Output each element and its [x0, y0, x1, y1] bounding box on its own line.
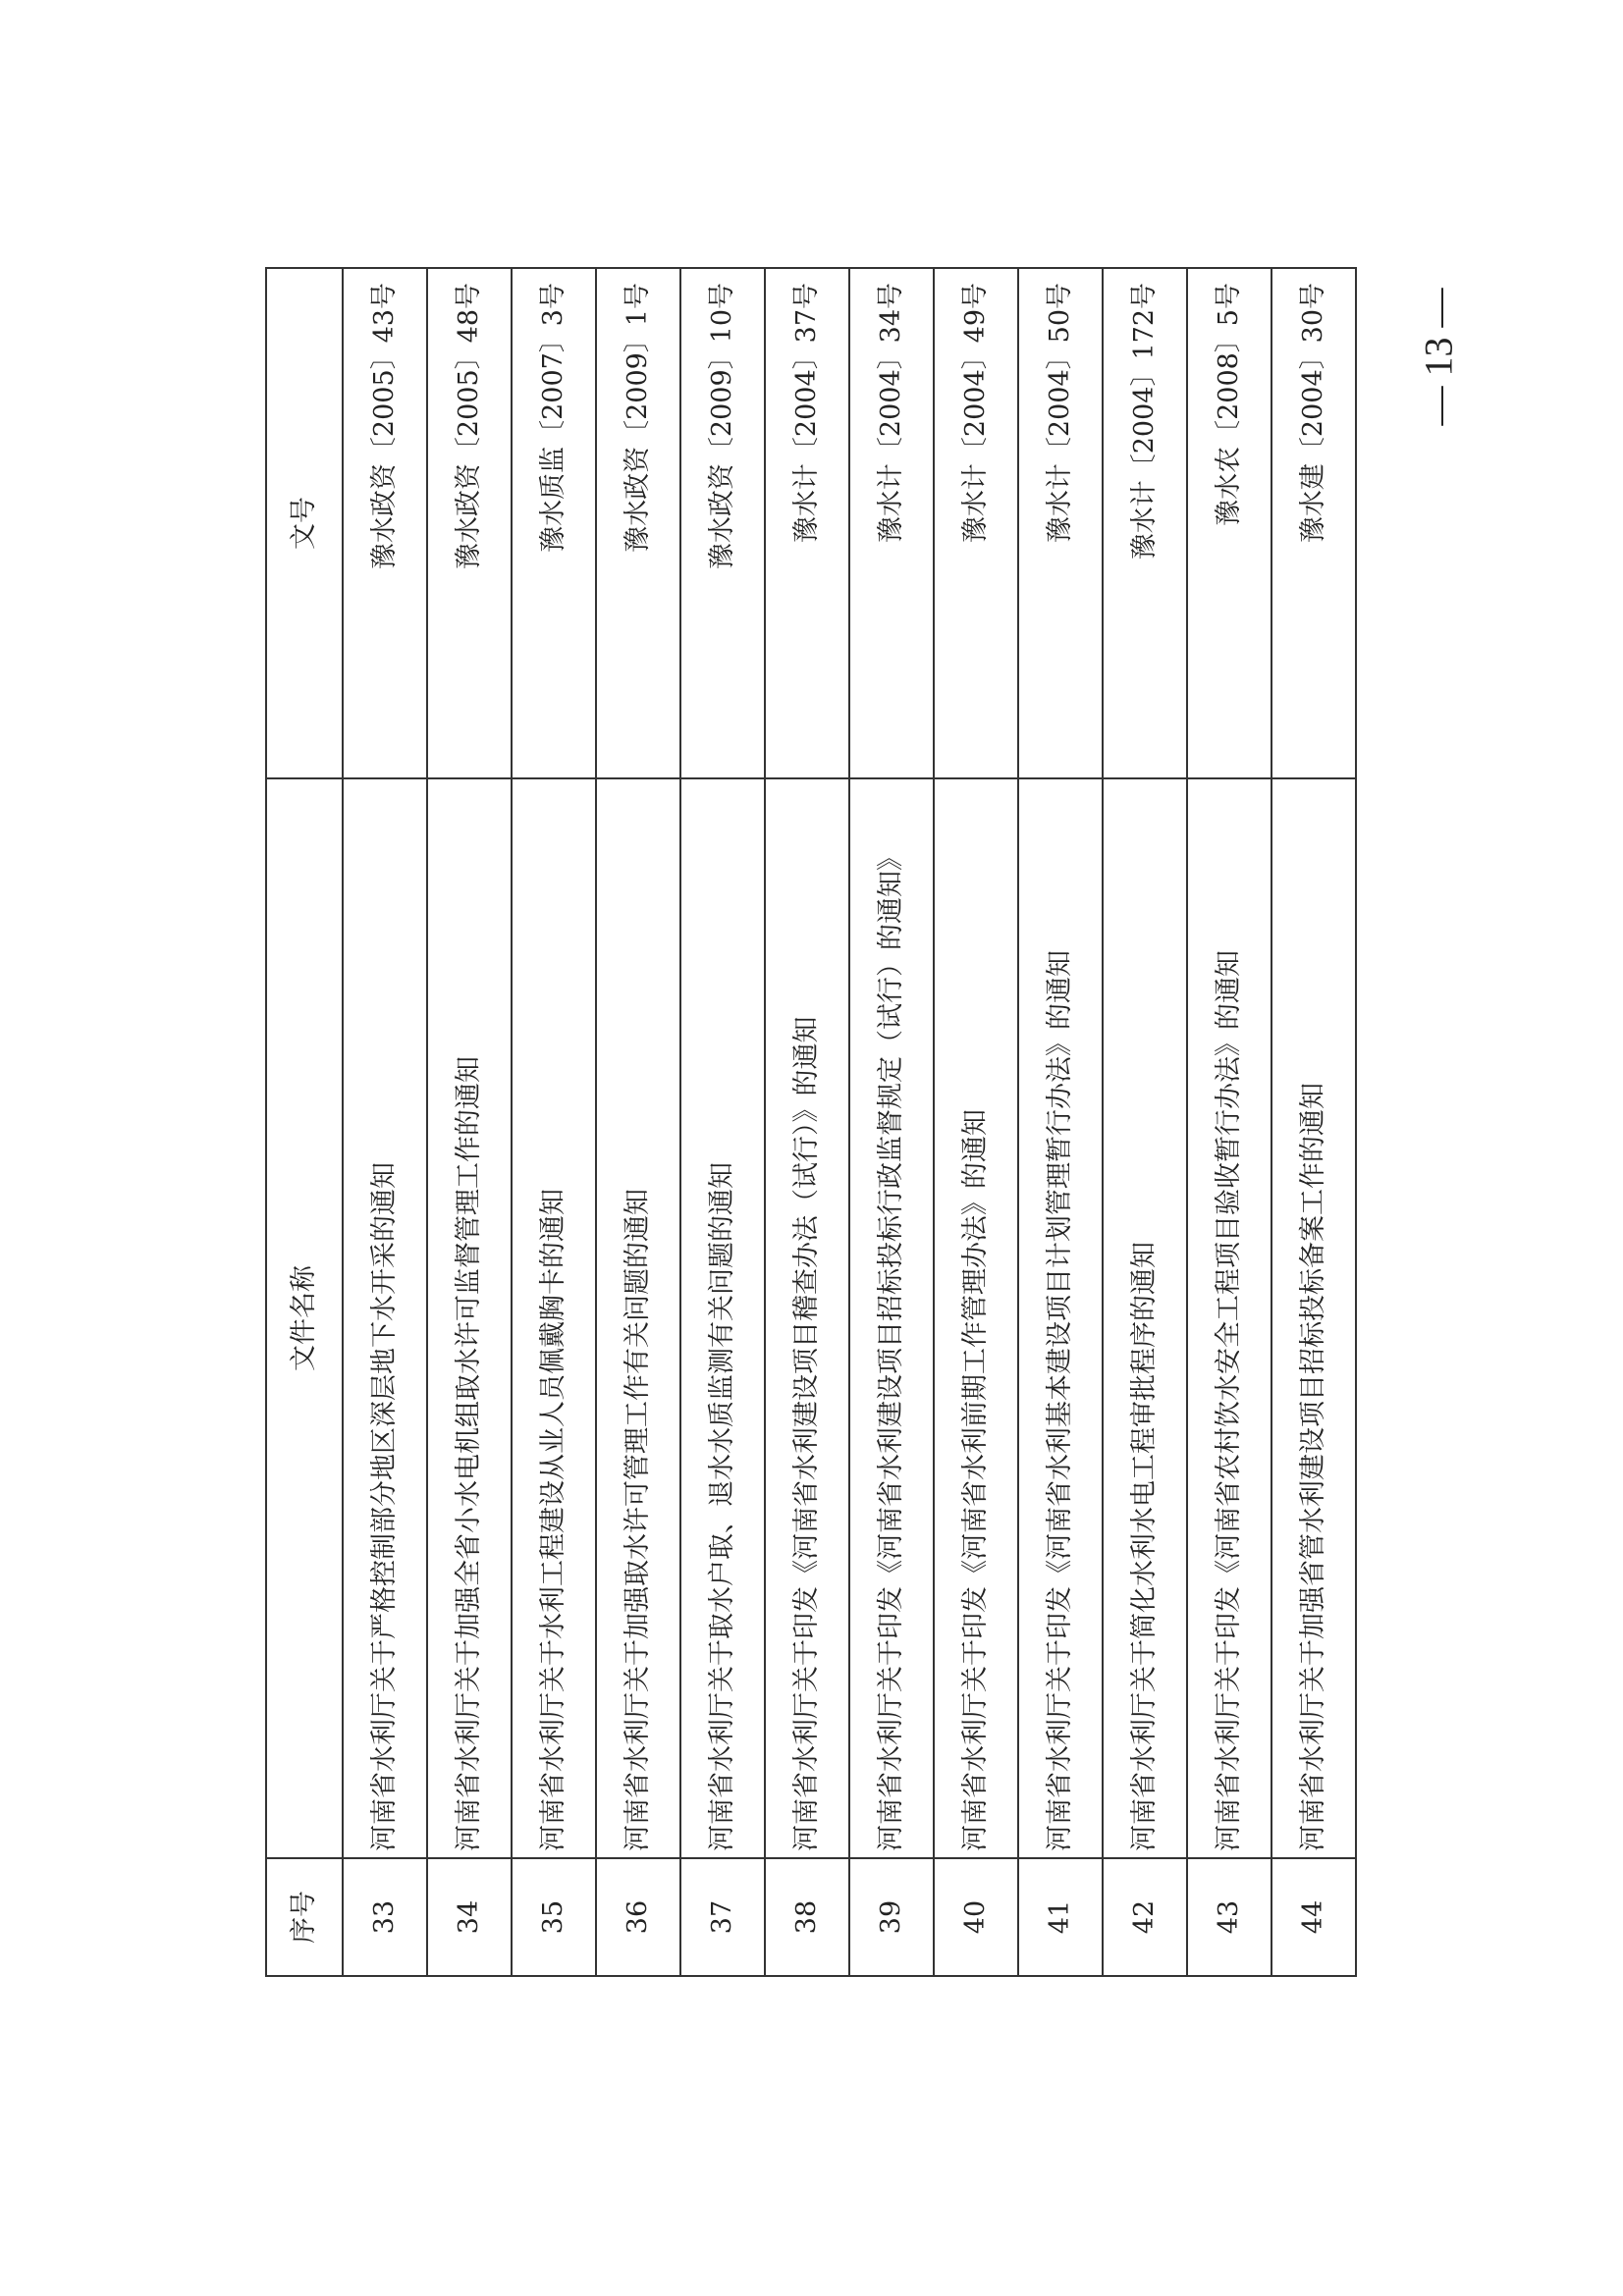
- table-header-row: [266, 268, 343, 1976]
- header-code: 文号: [266, 268, 343, 778]
- table-body: [343, 268, 1356, 1976]
- cell-name: 河南省水利厅关于取水户取、退水水质监测有关问题的通知: [680, 778, 765, 1858]
- cell-code: 豫水农〔2008〕5号: [1187, 268, 1271, 778]
- cell-name: 河南省水利厅关于严格控制部分地区深层地下水开采的通知: [343, 778, 427, 1858]
- document-table: [265, 267, 1357, 1977]
- header-seq: 序号: [266, 1858, 343, 1976]
- cell-name: 河南省水利厅关于印发《河南省水利基本建设项目计划管理暂行办法》的通知: [1018, 778, 1103, 1858]
- rotated-table-wrapper: [265, 269, 1355, 1977]
- cell-code: 豫水计〔2004〕37号: [765, 268, 849, 778]
- cell-seq: 44: [1271, 1858, 1356, 1976]
- cell-seq: 37: [680, 1858, 765, 1976]
- header-name: 文件名称: [266, 778, 343, 1858]
- table-row: [1271, 268, 1356, 1976]
- cell-code: 豫水政资〔2009〕10号: [680, 268, 765, 778]
- cell-name: 河南省水利厅关于印发《河南省水利建设项目招标投标行政监督规定（试行）的通知》: [849, 778, 934, 1858]
- cell-name: 河南省水利厅关于加强省管水利建设项目招标投标备案工作的通知: [1271, 778, 1356, 1858]
- cell-code: 豫水质监〔2007〕3号: [512, 268, 596, 778]
- page-number: — 13 —: [1416, 288, 1461, 426]
- table-row: [1018, 268, 1103, 1976]
- table-row: [849, 268, 934, 1976]
- cell-seq: 36: [596, 1858, 680, 1976]
- cell-seq: 42: [1103, 1858, 1187, 1976]
- cell-name: 河南省水利厅关于加强取水许可管理工作有关问题的通知: [596, 778, 680, 1858]
- table-row: [1187, 268, 1271, 1976]
- cell-seq: 35: [512, 1858, 596, 1976]
- table-row: [512, 268, 596, 1976]
- cell-name: 河南省水利厅关于水利工程建设从业人员佩戴胸卡的通知: [512, 778, 596, 1858]
- cell-name: 河南省水利厅关于印发《河南省农村饮水安全工程项目验收暂行办法》的通知: [1187, 778, 1271, 1858]
- table-row: [680, 268, 765, 1976]
- cell-seq: 34: [427, 1858, 512, 1976]
- cell-name: 河南省水利厅关于印发《河南省水利建设项目稽查办法（试行）》的通知: [765, 778, 849, 1858]
- cell-seq: 43: [1187, 1858, 1271, 1976]
- cell-name: 河南省水利厅关于印发《河南省水利前期工作管理办法》的通知: [934, 778, 1018, 1858]
- cell-code: 豫水政资〔2005〕48号: [427, 268, 512, 778]
- table-row: [765, 268, 849, 1976]
- cell-code: 豫水计〔2004〕50号: [1018, 268, 1103, 778]
- cell-seq: 40: [934, 1858, 1018, 1976]
- cell-code: 豫水政资〔2005〕43号: [343, 268, 427, 778]
- cell-name: 河南省水利厅关于简化水利水电工程审批程序的通知: [1103, 778, 1187, 1858]
- cell-code: 豫水建〔2004〕30号: [1271, 268, 1356, 778]
- cell-code: 豫水计〔2004〕34号: [849, 268, 934, 778]
- table-row: [1103, 268, 1187, 1976]
- cell-seq: 39: [849, 1858, 934, 1976]
- table-row: [596, 268, 680, 1976]
- cell-seq: 38: [765, 1858, 849, 1976]
- cell-code: 豫水计〔2004〕172号: [1103, 268, 1187, 778]
- table-row: [934, 268, 1018, 1976]
- cell-code: 豫水计〔2004〕49号: [934, 268, 1018, 778]
- table-row: [427, 268, 512, 1976]
- table-row: [343, 268, 427, 1976]
- cell-seq: 41: [1018, 1858, 1103, 1976]
- cell-code: 豫水政资〔2009〕1号: [596, 268, 680, 778]
- cell-name: 河南省水利厅关于加强全省小水电机组取水许可监督管理工作的通知: [427, 778, 512, 1858]
- cell-seq: 33: [343, 1858, 427, 1976]
